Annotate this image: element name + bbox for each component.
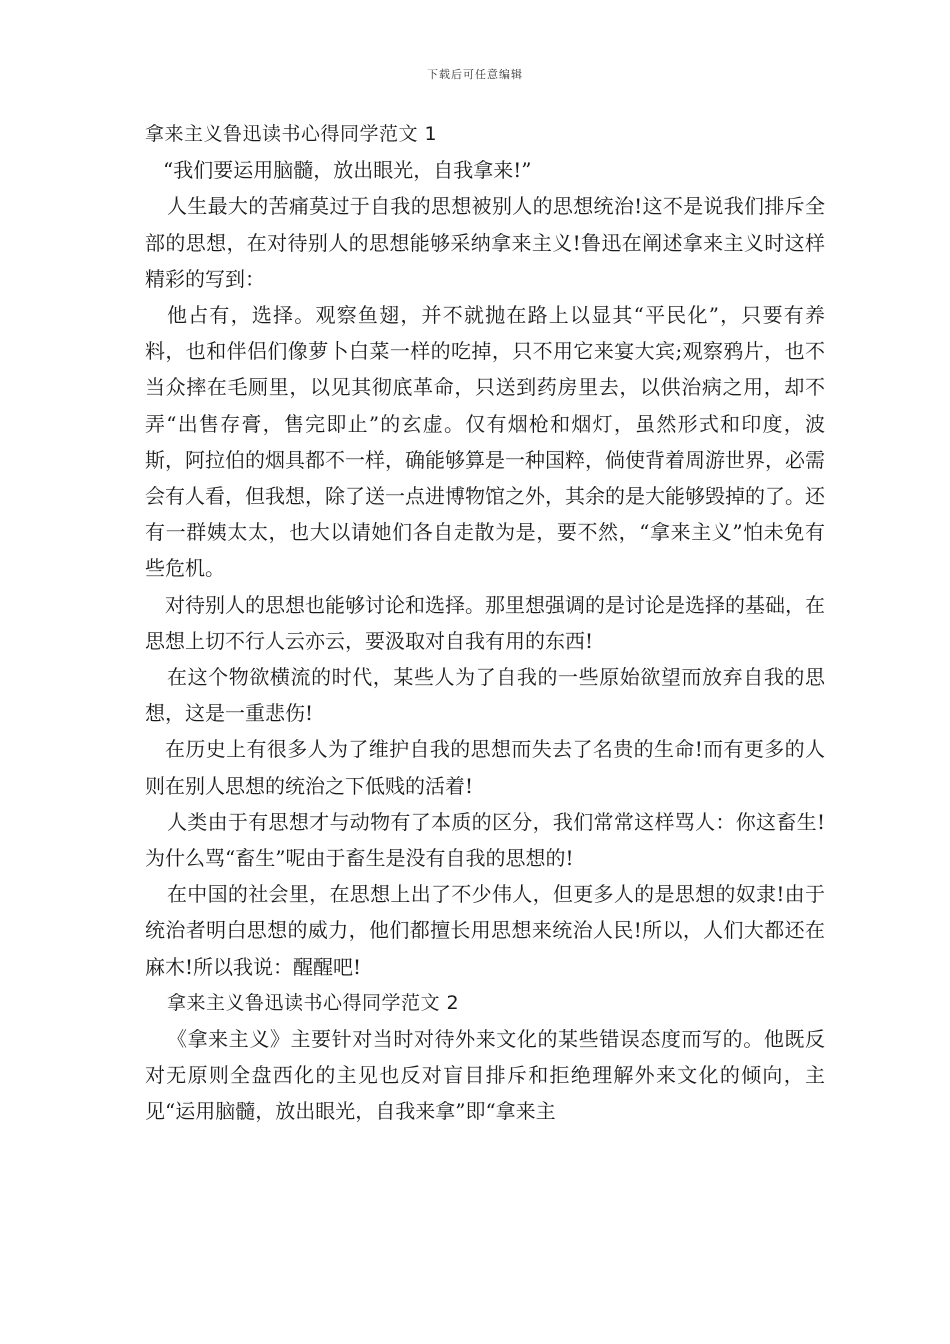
- paragraph: 《拿来主义》主要针对当时对待外来文化的某些错误态度而写的。他既反对无原则全盘西化的主见也反对盲目排斥和拒绝理解外来文化的倾向，主见“运用脑髓，放出眼光，自我来拿”即“拿来主: [145, 1027, 825, 1124]
- paragraph: 在中国的社会里，在思想上出了不少伟人，但更多人的是思想的奴隶!由于统治者明白思想的威力，他们都擅长用思想来统治人民!所以，人们大都还在麻木!所以我说：醒醒吧!: [145, 882, 825, 979]
- paragraph: 在历史上有很多人为了维护自我的思想而失去了名贵的生命!而有更多的人则在别人思想的统治之下低贱的活着!: [145, 737, 825, 798]
- header-note: 下载后可任意编辑: [427, 68, 523, 81]
- paragraph: 他占有，选择。观察鱼翅，并不就抛在路上以显其“平民化”，只要有养料，也和伴侣们像萝卜白菜一样的吃掉，只不用它来宴大宾;观察鸦片，也不当众摔在毛厕里，以见其彻底革命，只送到药房里去，以供治病之用，却不弄“出售存膏，售完即止”的玄虚。仅有烟枪和烟灯，虽然形式和印度，波斯，阿拉伯的烟具都不一样，确能够算是一种国粹，倘使背着周游世界，必需会有人看，但我想，除了送一点进博物馆之外，其余的是大能够毁掉的了。还有一群姨太太，也大以请她们各自走散为是，要不然，“拿来主义”怕未免有些危机。: [145, 303, 825, 581]
- paragraph: 人生最大的苦痛莫过于自我的思想被别人的思想统治!这不是说我们排斥全部的思想，在对待别人的思想能够采纳拿来主义!鲁迅在阐述拿来主义时这样精彩的写到：: [145, 194, 825, 291]
- section-title-2: 拿来主义鲁迅读书心得同学范文 2: [167, 991, 460, 1014]
- paragraph: 人类由于有思想才与动物有了本质的区分，我们常常这样骂人：你这畜生!为什么骂“畜生”呢由于畜生是没有自我的思想的!: [145, 809, 825, 871]
- paragraph: 对待别人的思想也能够讨论和选择。那里想强调的是讨论是选择的基础，在思想上切不行人云亦云，要汲取对自我有用的东西!: [145, 592, 825, 653]
- document-body: [145, 116, 825, 1130]
- section-title-1: 拿来主义鲁迅读书心得同学范文 1: [145, 123, 438, 145]
- paragraph-quote: “我们要运用脑髓，放出眼光，自我拿来!”: [163, 158, 532, 183]
- paragraph: 在这个物欲横流的时代，某些人为了自我的一些原始欲望而放弃自我的思想，这是一重悲伤!: [145, 665, 825, 726]
